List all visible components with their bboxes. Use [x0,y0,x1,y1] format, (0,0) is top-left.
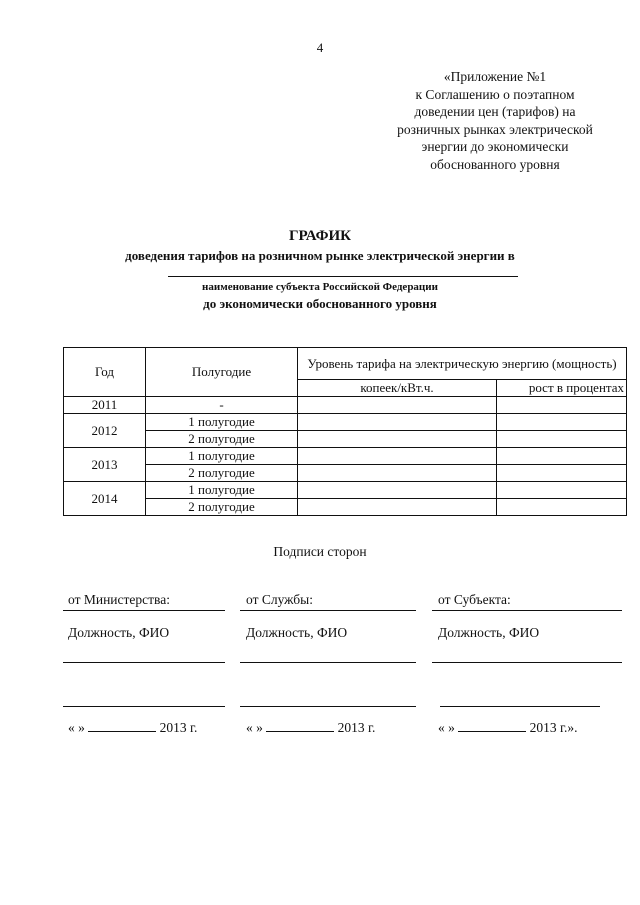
appendix-line: розничных рынках электрической [397,121,593,137]
growth-cell [497,414,627,431]
page-number: 4 [316,40,324,55]
date-subject [438,719,578,736]
half-cell: 2 полугодие [146,431,298,448]
half-cell: 1 полугодие [146,448,298,465]
table-row [64,397,627,414]
growth-cell [497,448,627,465]
growth-cell [497,465,627,482]
date-ministry [68,719,197,736]
half-cell: 2 полугодие [146,499,298,516]
table-row [64,448,627,465]
document-title: ГРАФИК [288,228,352,244]
date-year: 2013 г. [337,720,376,735]
signature-line [63,706,225,707]
header-growth: рост в процентах [497,380,627,397]
growth-cell [497,431,627,448]
kopeks-cell [298,482,497,499]
half-cell: - [146,397,298,414]
kopeks-cell [298,448,497,465]
appendix-line: энергии до экономически [421,139,569,154]
appendix-line: обоснованного уровня [430,156,560,172]
date-month-blank [266,719,334,732]
document-subtitle: доведения тарифов на розничном рынке электрической энергии в [125,248,515,263]
appendix-note [380,68,610,173]
document-title-tail: до экономически обоснованного уровня [203,296,437,311]
date-month-blank [88,719,156,732]
kopeks-cell [298,397,497,414]
date-quotes: « » [438,720,455,735]
signature-line [63,662,225,663]
appendix-line: доведении цен (тарифов) на [414,104,576,119]
kopeks-cell [298,414,497,431]
table-row [64,499,627,516]
tariff-table [63,347,627,516]
party-label-underline [63,610,225,611]
party-label-ministry: от Министерства: [68,592,170,607]
year-cell: 2012 [64,414,146,448]
appendix-line: к Соглашению о поэтапном [415,86,575,102]
half-cell: 2 полугодие [146,465,298,482]
table-row [64,465,627,482]
appendix-line: «Приложение №1 [443,69,547,84]
party-label-service: от Службы: [246,592,313,607]
growth-cell [497,397,627,414]
year-cell: 2011 [64,397,146,414]
header-tariff-level: Уровень тарифа на электрическую энергию (мощность) [298,348,627,380]
table-row [64,482,627,499]
header-half: Полугодие [146,348,298,397]
date-service [246,719,375,736]
date-quotes: « » [68,720,85,735]
year-cell: 2013 [64,448,146,482]
date-year: 2013 г.». [529,720,578,735]
header-kopeks: копеек/кВт.ч. [298,380,497,397]
header-year: Год [64,348,146,397]
party-label-underline [240,610,416,611]
half-cell: 1 полугодие [146,482,298,499]
party-label-underline [432,610,622,611]
subject-caption: наименование субъекта Российской Федерации [202,281,438,293]
signature-line [432,662,622,663]
party-position-service: Должность, ФИО [246,625,348,640]
party-position-subject: Должность, ФИО [438,625,540,640]
date-month-blank [458,719,526,732]
growth-cell [497,499,627,516]
kopeks-cell [298,465,497,482]
table-row [64,414,627,431]
subject-name-blank [168,276,518,277]
signature-line [240,662,416,663]
signatures-title: Подписи сторон [273,544,367,559]
date-year: 2013 г. [159,720,198,735]
growth-cell [497,482,627,499]
table-row [64,431,627,448]
signature-line [440,706,600,707]
date-quotes: « » [246,720,263,735]
party-position-ministry: Должность, ФИО [68,625,170,640]
year-cell: 2014 [64,482,146,516]
half-cell: 1 полугодие [146,414,298,431]
signature-line [240,706,416,707]
party-label-subject: от Субъекта: [438,592,511,607]
kopeks-cell [298,431,497,448]
kopeks-cell [298,499,497,516]
